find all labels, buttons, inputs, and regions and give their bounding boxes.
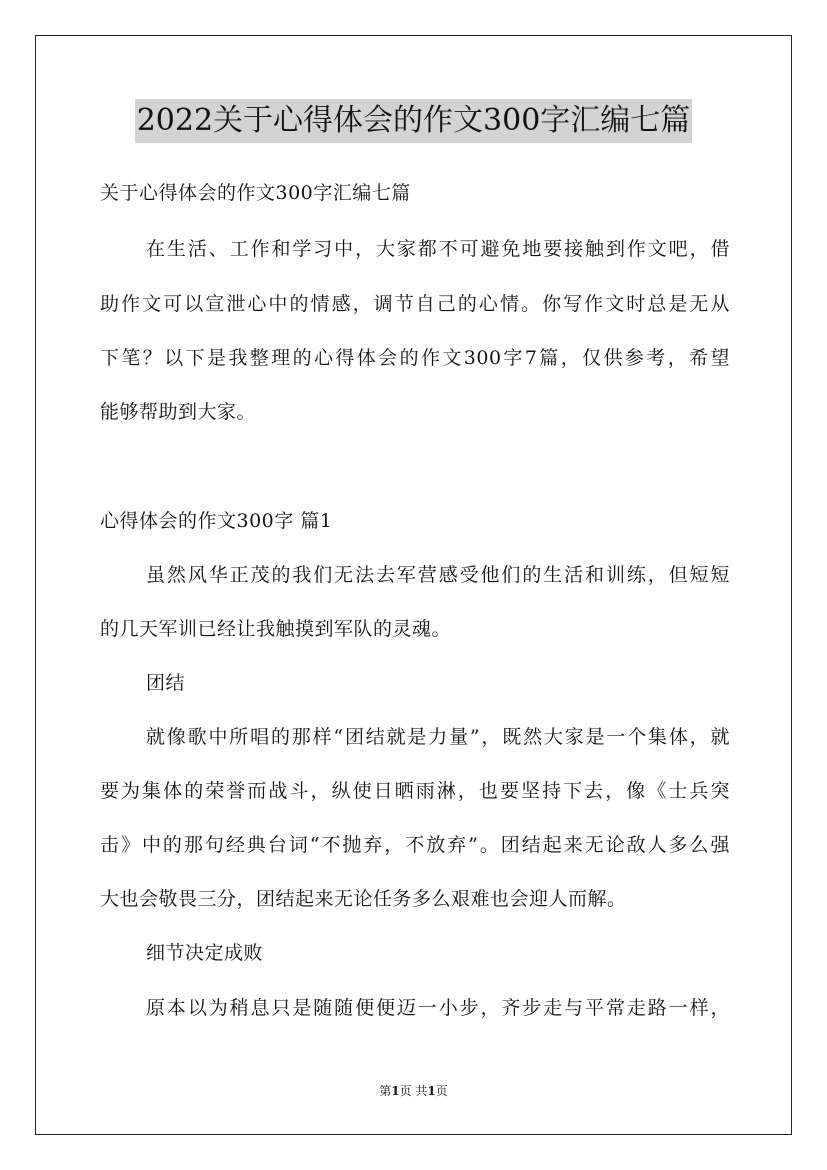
paragraph-line: 的几天军训已经让我触摸到军队的灵魂。	[100, 618, 452, 640]
document-title: 2022关于心得体会的作文300字汇编七篇	[135, 99, 693, 143]
intro-line: 助作文可以宣泄心中的情感，调节自己的心情。你写作文时总是无从	[100, 293, 730, 315]
footer-suffix: 页	[435, 1084, 448, 1098]
paragraph-line: 击》中的那句经典台词“不抛弃，不放弃”。团结起来无论敌人多么强	[100, 834, 730, 856]
subheading-unity: 团结	[146, 672, 186, 694]
intro-line: 能够帮助到大家。	[100, 401, 257, 423]
paragraph-line: 就像歌中所唱的那样“团结就是力量”，既然大家是一个集体，就	[146, 726, 730, 748]
page-footer	[0, 1083, 827, 1099]
title-container	[0, 99, 827, 143]
subheading-details: 细节决定成败	[146, 942, 264, 964]
intro-line: 下笔？以下是我整理的心得体会的作文300字7篇，仅供参考，希望	[100, 347, 730, 369]
paragraph-line: 要为集体的荣誉而战斗，纵使日晒雨淋，也要坚持下去，像《士兵突	[100, 780, 730, 802]
paragraph-line: 虽然风华正茂的我们无法去军营感受他们的生活和训练，但短短	[146, 564, 730, 586]
document-subtitle: 关于心得体会的作文300字汇编七篇	[100, 182, 411, 204]
paragraph-line: 大也会敬畏三分，团结起来无论任务多么艰难也会迎人而解。	[100, 888, 627, 910]
intro-line: 在生活、工作和学习中，大家都不可避免地要接触到作文吧，借	[146, 238, 730, 260]
section-heading: 心得体会的作文300字 篇1	[100, 510, 333, 532]
footer-page-number: 1	[391, 1084, 400, 1098]
footer-prefix: 第	[379, 1084, 392, 1098]
footer-total-pages: 1	[427, 1084, 436, 1098]
footer-mid: 页 共	[399, 1084, 428, 1098]
paragraph-line: 原本以为稍息只是随随便便迈一小步，齐步走与平常走路一样，	[146, 997, 730, 1019]
